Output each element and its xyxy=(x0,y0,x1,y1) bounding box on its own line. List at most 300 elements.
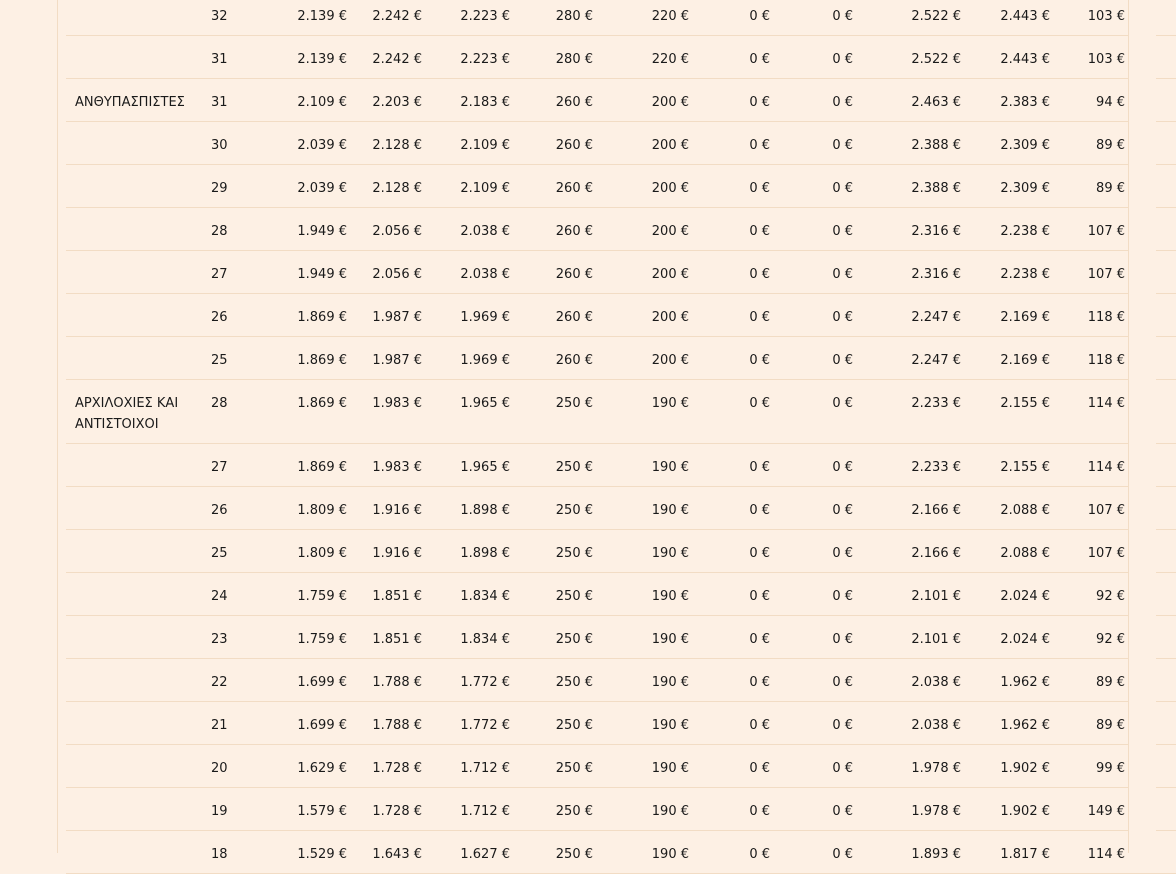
amount-cell xyxy=(770,36,853,79)
table-row xyxy=(66,444,1176,487)
rank-label xyxy=(66,702,185,715)
amount-value: 0 € xyxy=(749,632,770,647)
years-value: 22 xyxy=(211,675,228,690)
amount-value: 1.869 € xyxy=(297,396,347,411)
amount-cell xyxy=(961,165,1050,208)
years-value: 18 xyxy=(211,847,228,862)
amount-value: 0 € xyxy=(749,267,770,282)
amount-cell xyxy=(770,573,853,616)
amount-cell xyxy=(347,122,422,165)
amount-value: 0 € xyxy=(832,632,853,647)
rank-cell xyxy=(66,337,211,380)
amount-cell xyxy=(347,0,422,36)
rank-label: ΑΡΧΙΛΟΧΙΕΣ ΚΑΙ ΑΝΤΙΣΤΟΙΧΟΙ xyxy=(75,396,179,432)
amount-cell xyxy=(961,294,1050,337)
rank-label xyxy=(66,487,185,500)
table-row xyxy=(66,487,1176,530)
amount-value: 2.443 € xyxy=(1000,9,1050,24)
amount-value: 2.309 € xyxy=(1000,181,1050,196)
amount-value: 1.962 € xyxy=(1000,718,1050,733)
amount-value: 149 € xyxy=(1087,804,1125,819)
rank-cell xyxy=(66,530,211,573)
amount-value: 114 € xyxy=(1087,847,1125,862)
amount-value: 1.869 € xyxy=(297,460,347,475)
amount-value: 1.949 € xyxy=(297,267,347,282)
amount-cell xyxy=(770,294,853,337)
amount-cell xyxy=(961,380,1050,444)
amount-cell xyxy=(1050,788,1125,831)
rank-cell xyxy=(66,788,211,831)
amount-value: 0 € xyxy=(749,353,770,368)
table-row xyxy=(66,165,1176,208)
amount-cell xyxy=(422,294,510,337)
amount-value: 2.128 € xyxy=(372,138,422,153)
amount-value: 2.038 € xyxy=(460,267,510,282)
amount-value: 1.969 € xyxy=(460,310,510,325)
amount-cell xyxy=(593,659,689,702)
amount-value: 220 € xyxy=(651,52,689,67)
amount-cell xyxy=(347,36,422,79)
amount-cell xyxy=(853,79,961,122)
amount-value: 1.834 € xyxy=(460,632,510,647)
amount-value: 0 € xyxy=(749,396,770,411)
amount-cell xyxy=(422,745,510,788)
amount-cell xyxy=(853,616,961,659)
amount-value: 0 € xyxy=(832,9,853,24)
amount-cell xyxy=(227,530,347,573)
amount-value: 1.643 € xyxy=(372,847,422,862)
amount-value: 0 € xyxy=(749,9,770,24)
amount-value: 0 € xyxy=(832,267,853,282)
amount-value: 0 € xyxy=(832,52,853,67)
amount-cell xyxy=(593,831,689,874)
years-value: 26 xyxy=(211,310,228,325)
rank-cell xyxy=(66,444,211,487)
amount-cell xyxy=(347,702,422,745)
amount-cell xyxy=(770,208,853,251)
rank-cell xyxy=(66,380,211,444)
amount-cell xyxy=(422,380,510,444)
amount-value: 2.139 € xyxy=(297,52,347,67)
amount-cell xyxy=(593,165,689,208)
rank-cell xyxy=(66,36,211,79)
amount-cell xyxy=(510,745,593,788)
amount-cell xyxy=(593,208,689,251)
amount-cell xyxy=(510,487,593,530)
amount-value: 250 € xyxy=(555,847,593,862)
amount-value: 1.712 € xyxy=(460,761,510,776)
amount-cell xyxy=(347,79,422,122)
amount-cell xyxy=(593,530,689,573)
amount-value: 1.809 € xyxy=(297,503,347,518)
amount-cell xyxy=(593,487,689,530)
amount-value: 0 € xyxy=(749,718,770,733)
amount-value: 0 € xyxy=(832,310,853,325)
amount-value: 0 € xyxy=(832,353,853,368)
table-row xyxy=(66,573,1176,616)
amount-cell xyxy=(853,573,961,616)
rank-cell xyxy=(66,616,211,659)
amount-value: 107 € xyxy=(1087,224,1125,239)
amount-cell xyxy=(593,294,689,337)
years-cell xyxy=(211,0,227,36)
amount-value: 190 € xyxy=(651,546,689,561)
amount-cell xyxy=(689,79,770,122)
amount-value: 250 € xyxy=(555,546,593,561)
amount-value: 2.139 € xyxy=(297,9,347,24)
amount-cell xyxy=(853,165,961,208)
table-body xyxy=(66,0,1176,874)
amount-value: 89 € xyxy=(1096,718,1125,733)
amount-value: 1.969 € xyxy=(460,353,510,368)
amount-cell xyxy=(227,122,347,165)
amount-value: 190 € xyxy=(651,847,689,862)
amount-cell xyxy=(510,0,593,36)
years-cell xyxy=(211,251,227,294)
amount-cell xyxy=(510,122,593,165)
amount-value: 1.817 € xyxy=(1000,847,1050,862)
amount-cell xyxy=(1050,337,1125,380)
amount-value: 118 € xyxy=(1087,310,1125,325)
amount-value: 2.109 € xyxy=(460,181,510,196)
amount-value: 2.039 € xyxy=(297,138,347,153)
amount-cell xyxy=(689,294,770,337)
amount-cell xyxy=(510,788,593,831)
amount-cell xyxy=(593,573,689,616)
amount-value: 1.983 € xyxy=(372,460,422,475)
amount-value: 1.788 € xyxy=(372,718,422,733)
rank-label xyxy=(66,745,185,758)
amount-value: 0 € xyxy=(749,181,770,196)
amount-cell xyxy=(689,0,770,36)
years-cell xyxy=(211,380,227,444)
amount-value: 190 € xyxy=(651,460,689,475)
rank-label xyxy=(66,0,185,6)
rank-label xyxy=(66,165,185,178)
years-value: 28 xyxy=(211,396,228,411)
amount-value: 1.627 € xyxy=(460,847,510,862)
years-cell xyxy=(211,487,227,530)
amount-cell xyxy=(422,79,510,122)
amount-value: 1.987 € xyxy=(372,310,422,325)
amount-value: 2.316 € xyxy=(911,224,961,239)
years-value: 24 xyxy=(211,589,228,604)
rank-label xyxy=(66,36,185,49)
rank-cell xyxy=(66,745,211,788)
years-cell xyxy=(211,444,227,487)
salary-table-container[interactable] xyxy=(66,0,1128,863)
amount-cell xyxy=(853,788,961,831)
amount-cell xyxy=(689,573,770,616)
amount-cell xyxy=(961,122,1050,165)
amount-value: 94 € xyxy=(1096,95,1125,110)
amount-cell xyxy=(347,616,422,659)
years-cell xyxy=(211,616,227,659)
amount-cell xyxy=(593,702,689,745)
amount-value: 190 € xyxy=(651,396,689,411)
amount-cell xyxy=(347,208,422,251)
amount-value: 1.965 € xyxy=(460,396,510,411)
amount-value: 2.238 € xyxy=(1000,267,1050,282)
amount-cell xyxy=(227,444,347,487)
rank-label xyxy=(66,251,185,264)
amount-cell xyxy=(422,573,510,616)
amount-value: 1.987 € xyxy=(372,353,422,368)
table-row xyxy=(66,788,1176,831)
amount-value: 103 € xyxy=(1087,52,1125,67)
amount-cell xyxy=(422,122,510,165)
amount-cell xyxy=(510,208,593,251)
amount-cell xyxy=(689,122,770,165)
amount-cell xyxy=(853,122,961,165)
amount-value: 2.088 € xyxy=(1000,503,1050,518)
amount-value: 2.383 € xyxy=(1000,95,1050,110)
amount-value: 260 € xyxy=(555,138,593,153)
amount-value: 200 € xyxy=(651,353,689,368)
amount-cell xyxy=(510,36,593,79)
amount-cell xyxy=(510,380,593,444)
amount-cell xyxy=(853,0,961,36)
rank-label xyxy=(66,208,185,221)
amount-value: 1.962 € xyxy=(1000,675,1050,690)
years-value: 26 xyxy=(211,503,228,518)
amount-cell xyxy=(510,444,593,487)
amount-value: 200 € xyxy=(651,95,689,110)
amount-value: 0 € xyxy=(749,310,770,325)
rank-cell xyxy=(66,208,211,251)
amount-value: 2.169 € xyxy=(1000,353,1050,368)
amount-cell xyxy=(689,487,770,530)
table-row xyxy=(66,702,1176,745)
amount-value: 2.388 € xyxy=(911,138,961,153)
amount-value: 0 € xyxy=(832,138,853,153)
amount-value: 250 € xyxy=(555,460,593,475)
years-cell xyxy=(211,122,227,165)
years-cell xyxy=(211,831,227,874)
amount-cell xyxy=(961,831,1050,874)
amount-cell xyxy=(422,36,510,79)
amount-value: 0 € xyxy=(749,138,770,153)
amount-cell xyxy=(689,337,770,380)
amount-value: 1.772 € xyxy=(460,718,510,733)
years-value: 25 xyxy=(211,546,228,561)
amount-value: 2.101 € xyxy=(911,632,961,647)
amount-cell xyxy=(853,831,961,874)
amount-cell xyxy=(510,79,593,122)
amount-value: 114 € xyxy=(1087,460,1125,475)
amount-cell xyxy=(593,444,689,487)
amount-cell xyxy=(961,0,1050,36)
table-row xyxy=(66,659,1176,702)
amount-cell xyxy=(227,702,347,745)
amount-cell xyxy=(422,659,510,702)
amount-value: 190 € xyxy=(651,675,689,690)
amount-value: 2.024 € xyxy=(1000,589,1050,604)
amount-cell xyxy=(347,165,422,208)
amount-value: 2.388 € xyxy=(911,181,961,196)
amount-cell xyxy=(593,788,689,831)
amount-cell xyxy=(593,380,689,444)
table-row xyxy=(66,616,1176,659)
rank-cell xyxy=(66,122,211,165)
table-row xyxy=(66,745,1176,788)
amount-cell xyxy=(853,294,961,337)
amount-cell xyxy=(853,251,961,294)
rank-cell xyxy=(66,79,211,122)
amount-value: 2.101 € xyxy=(911,589,961,604)
amount-value: 1.851 € xyxy=(372,632,422,647)
amount-value: 0 € xyxy=(749,460,770,475)
amount-value: 1.851 € xyxy=(372,589,422,604)
years-value: 21 xyxy=(211,718,228,733)
amount-value: 0 € xyxy=(749,503,770,518)
amount-value: 1.699 € xyxy=(297,718,347,733)
amount-cell xyxy=(227,337,347,380)
amount-value: 2.166 € xyxy=(911,503,961,518)
table-row xyxy=(66,530,1176,573)
amount-cell xyxy=(593,616,689,659)
amount-cell xyxy=(593,122,689,165)
amount-cell xyxy=(510,573,593,616)
years-cell xyxy=(211,79,227,122)
amount-value: 2.038 € xyxy=(911,675,961,690)
years-value: 31 xyxy=(211,52,228,67)
years-value: 27 xyxy=(211,267,228,282)
amount-cell xyxy=(770,79,853,122)
years-cell xyxy=(211,702,227,745)
amount-value: 200 € xyxy=(651,310,689,325)
amount-cell xyxy=(770,0,853,36)
amount-cell xyxy=(422,831,510,874)
amount-cell xyxy=(770,444,853,487)
amount-value: 250 € xyxy=(555,761,593,776)
rank-cell xyxy=(66,165,211,208)
amount-value: 2.039 € xyxy=(297,181,347,196)
years-value: 31 xyxy=(211,95,228,110)
amount-cell xyxy=(510,251,593,294)
years-value: 32 xyxy=(211,9,228,24)
amount-value: 2.038 € xyxy=(911,718,961,733)
rank-label xyxy=(66,444,185,457)
amount-value: 1.809 € xyxy=(297,546,347,561)
amount-cell xyxy=(347,788,422,831)
amount-value: 1.579 € xyxy=(297,804,347,819)
amount-cell xyxy=(227,487,347,530)
amount-value: 220 € xyxy=(651,9,689,24)
amount-value: 250 € xyxy=(555,718,593,733)
amount-value: 0 € xyxy=(832,95,853,110)
amount-value: 1.898 € xyxy=(460,546,510,561)
amount-value: 2.155 € xyxy=(1000,396,1050,411)
amount-cell xyxy=(1050,530,1125,573)
table-row xyxy=(66,208,1176,251)
amount-cell xyxy=(422,788,510,831)
amount-cell xyxy=(422,208,510,251)
years-cell xyxy=(211,165,227,208)
amount-value: 2.522 € xyxy=(911,52,961,67)
amount-value: 2.242 € xyxy=(372,9,422,24)
years-cell xyxy=(211,337,227,380)
amount-cell xyxy=(227,165,347,208)
amount-value: 260 € xyxy=(555,95,593,110)
years-value: 30 xyxy=(211,138,228,153)
table-row xyxy=(66,122,1176,165)
amount-value: 0 € xyxy=(749,589,770,604)
amount-cell xyxy=(853,380,961,444)
amount-value: 2.109 € xyxy=(297,95,347,110)
amount-cell xyxy=(227,36,347,79)
amount-value: 0 € xyxy=(749,804,770,819)
amount-cell xyxy=(510,165,593,208)
amount-value: 190 € xyxy=(651,589,689,604)
amount-cell xyxy=(593,745,689,788)
years-cell xyxy=(211,36,227,79)
amount-value: 89 € xyxy=(1096,675,1125,690)
amount-value: 1.869 € xyxy=(297,310,347,325)
amount-cell xyxy=(593,79,689,122)
amount-value: 200 € xyxy=(651,138,689,153)
years-value: 28 xyxy=(211,224,228,239)
amount-value: 1.916 € xyxy=(372,546,422,561)
amount-cell xyxy=(1050,745,1125,788)
amount-cell xyxy=(689,380,770,444)
amount-value: 0 € xyxy=(832,804,853,819)
years-value: 25 xyxy=(211,353,228,368)
amount-cell xyxy=(961,36,1050,79)
amount-cell xyxy=(422,616,510,659)
amount-cell xyxy=(347,444,422,487)
amount-cell xyxy=(853,530,961,573)
amount-value: 1.978 € xyxy=(911,761,961,776)
amount-value: 250 € xyxy=(555,589,593,604)
amount-value: 2.128 € xyxy=(372,181,422,196)
amount-value: 0 € xyxy=(832,847,853,862)
amount-value: 2.024 € xyxy=(1000,632,1050,647)
amount-value: 103 € xyxy=(1087,9,1125,24)
amount-value: 2.088 € xyxy=(1000,546,1050,561)
amount-cell xyxy=(1050,616,1125,659)
rank-cell xyxy=(66,294,211,337)
amount-cell xyxy=(422,0,510,36)
years-cell xyxy=(211,573,227,616)
rank-label xyxy=(66,616,185,629)
amount-cell xyxy=(961,79,1050,122)
amount-cell xyxy=(770,337,853,380)
amount-value: 1.983 € xyxy=(372,396,422,411)
amount-cell xyxy=(770,788,853,831)
amount-cell xyxy=(1050,702,1125,745)
amount-cell xyxy=(689,831,770,874)
amount-cell xyxy=(853,444,961,487)
amount-cell xyxy=(510,616,593,659)
years-value: 19 xyxy=(211,804,228,819)
amount-cell xyxy=(689,745,770,788)
amount-value: 1.629 € xyxy=(297,761,347,776)
amount-value: 200 € xyxy=(651,224,689,239)
years-cell xyxy=(211,530,227,573)
amount-cell xyxy=(961,208,1050,251)
amount-value: 280 € xyxy=(555,52,593,67)
amount-value: 92 € xyxy=(1096,632,1125,647)
amount-cell xyxy=(853,702,961,745)
years-value: 29 xyxy=(211,181,228,196)
amount-value: 1.893 € xyxy=(911,847,961,862)
amount-value: 2.247 € xyxy=(911,310,961,325)
amount-cell xyxy=(227,659,347,702)
rank-cell xyxy=(66,251,211,294)
amount-value: 0 € xyxy=(832,589,853,604)
amount-value: 0 € xyxy=(832,460,853,475)
